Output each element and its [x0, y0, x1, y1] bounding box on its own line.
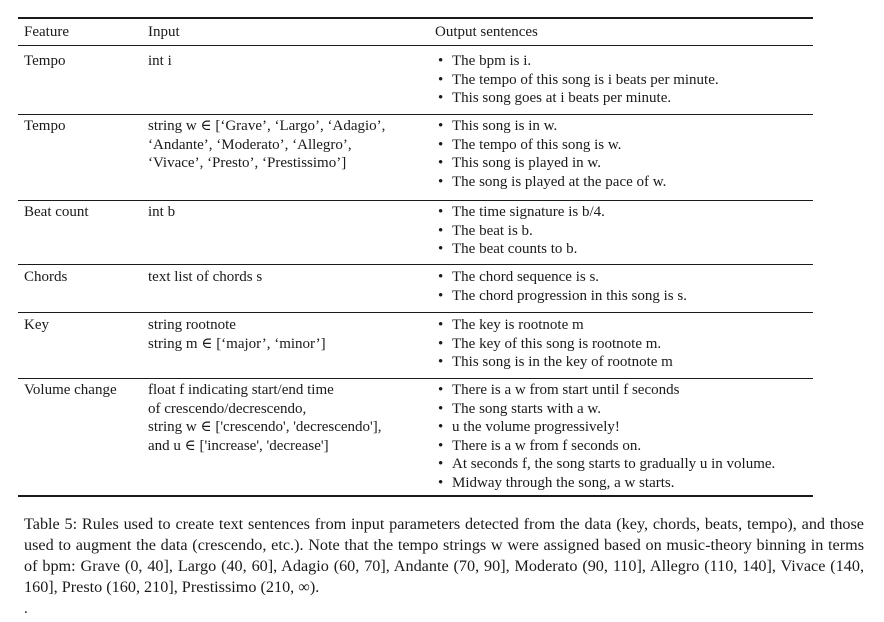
output-sentence: This song is in the key of rootnote m — [452, 354, 673, 371]
output-sentence: The song is played at the pace of w. — [452, 173, 667, 190]
output-sentence: The chord sequence is s. — [452, 269, 600, 285]
input-cell — [148, 52, 172, 71]
output-sentence: The beat is b. — [452, 222, 533, 239]
output-sentence: u the volume progressively! — [452, 419, 620, 436]
row-separator — [18, 114, 813, 115]
list-item — [435, 474, 775, 493]
list-item — [435, 335, 673, 354]
feature-cell: Volume change — [24, 382, 117, 398]
bullet-icon: • — [438, 354, 444, 371]
row-separator — [18, 378, 813, 379]
input-line: float f indicating start/end time — [148, 382, 334, 398]
input-cell — [148, 316, 326, 353]
output-sentence: There is a w from f seconds on. — [452, 437, 642, 454]
list-item — [435, 437, 775, 456]
output-sentence: The key of this song is rootnote m. — [452, 335, 662, 352]
list-item — [435, 240, 605, 259]
list-item — [435, 400, 775, 419]
header-rule — [18, 45, 813, 46]
trailing-mark: . — [24, 601, 28, 617]
list-item — [435, 268, 687, 287]
output-cell — [435, 52, 719, 108]
feature-cell: Chords — [24, 269, 68, 285]
input-line: int b — [148, 204, 176, 220]
input-line: ‘Vivace’, ‘Presto’, ‘Prestissimo’] — [148, 155, 347, 172]
header-feature: Feature — [24, 24, 69, 40]
bullet-icon: • — [438, 437, 444, 454]
list-item — [435, 52, 719, 71]
list-item — [435, 89, 719, 108]
list-item — [435, 418, 775, 437]
feature-cell: Tempo — [24, 53, 66, 69]
output-sentence: The time signature is b/4. — [452, 204, 605, 220]
bullet-icon: • — [438, 317, 444, 333]
list-item — [435, 222, 605, 241]
output-sentence: The beat counts to b. — [452, 241, 578, 258]
list-item — [435, 117, 666, 136]
input-cell — [148, 381, 382, 455]
output-sentence: The chord progression in this song is s. — [452, 287, 687, 304]
output-sentence: The song starts with a w. — [452, 400, 602, 417]
list-item — [435, 71, 719, 90]
output-cell — [435, 381, 775, 493]
bullet-icon: • — [438, 419, 444, 436]
output-sentence: The bpm is i. — [452, 53, 532, 69]
bullet-icon: • — [438, 155, 444, 172]
bullet-icon: • — [438, 382, 444, 398]
row-separator — [18, 264, 813, 265]
list-item — [435, 353, 673, 372]
bullet-icon: • — [438, 53, 444, 69]
list-item — [435, 287, 687, 306]
bullet-icon: • — [438, 118, 444, 134]
bullet-icon: • — [438, 287, 444, 304]
header-output: Output sentences — [435, 24, 538, 40]
output-sentence: This song is in w. — [452, 118, 558, 134]
bullet-icon: • — [438, 90, 444, 107]
bullet-icon: • — [438, 269, 444, 285]
output-sentence: The tempo of this song is w. — [452, 136, 622, 153]
row-separator — [18, 312, 813, 313]
bottom-rule — [18, 495, 813, 497]
input-line: string m ∈ [‘major’, ‘minor’] — [148, 335, 326, 352]
list-item — [435, 173, 666, 192]
input-line: string rootnote — [148, 317, 236, 333]
output-cell — [435, 203, 605, 259]
input-line: of crescendo/decrescendo, — [148, 400, 307, 417]
input-line: text list of chords s — [148, 269, 263, 285]
row-separator — [18, 200, 813, 201]
bullet-icon: • — [438, 474, 444, 491]
input-line: int i — [148, 53, 172, 69]
input-line: string w ∈ [‘Grave’, ‘Largo’, ‘Adagio’, — [148, 118, 386, 134]
bullet-icon: • — [438, 222, 444, 239]
list-item — [435, 154, 666, 173]
output-sentence: Midway through the song, a w starts. — [452, 474, 675, 491]
input-line: string w ∈ ['crescendo', 'decrescendo'], — [148, 419, 382, 436]
list-item — [435, 316, 673, 335]
output-sentence: This song is played in w. — [452, 155, 602, 172]
output-cell — [435, 117, 666, 191]
bullet-icon: • — [438, 456, 444, 473]
bullet-icon: • — [438, 335, 444, 352]
bullet-icon: • — [438, 204, 444, 220]
input-cell — [148, 268, 262, 287]
bullet-icon: • — [438, 241, 444, 258]
input-line: ‘Andante’, ‘Moderato’, ‘Allegro’, — [148, 136, 352, 153]
list-item — [435, 203, 605, 222]
list-item — [435, 455, 775, 474]
input-line: and u ∈ ['increase', 'decrease'] — [148, 437, 329, 454]
output-sentence: At seconds f, the song starts to gradually u in volume. — [452, 456, 776, 473]
bullet-icon: • — [438, 136, 444, 153]
input-cell — [148, 117, 385, 173]
bullet-icon: • — [438, 173, 444, 190]
top-rule — [18, 17, 813, 19]
header-input: Input — [148, 24, 180, 40]
output-sentence: There is a w from start until f seconds — [452, 382, 680, 398]
bullet-icon: • — [438, 400, 444, 417]
feature-cell: Beat count — [24, 204, 89, 220]
bullet-icon: • — [438, 71, 444, 88]
list-item — [435, 136, 666, 155]
feature-cell: Tempo — [24, 118, 66, 134]
output-cell — [435, 268, 687, 305]
output-cell — [435, 316, 673, 372]
output-sentence: This song goes at i beats per minute. — [452, 90, 672, 107]
output-sentence: The key is rootnote m — [452, 317, 584, 333]
feature-cell: Key — [24, 317, 49, 333]
output-sentence: The tempo of this song is i beats per minute. — [452, 71, 719, 88]
list-item — [435, 381, 775, 400]
input-cell — [148, 203, 175, 222]
table-caption: Table 5: Rules used to create text sentences from input parameters detected from the data (key, chords, beats, tempo), and those used to augment the data (crescendo, etc.). Note that the tempo strings w were assigned based on music-theory binning in terms of bpm: Grave (0, 40], Largo (40, 60], Adagio (60, 70], Andante (70, 90], Moderato (90, 110], Allegro (110, 140], Vivace (140, 160], Presto (160, 210], Prestissimo (210, ∞). — [24, 515, 864, 596]
